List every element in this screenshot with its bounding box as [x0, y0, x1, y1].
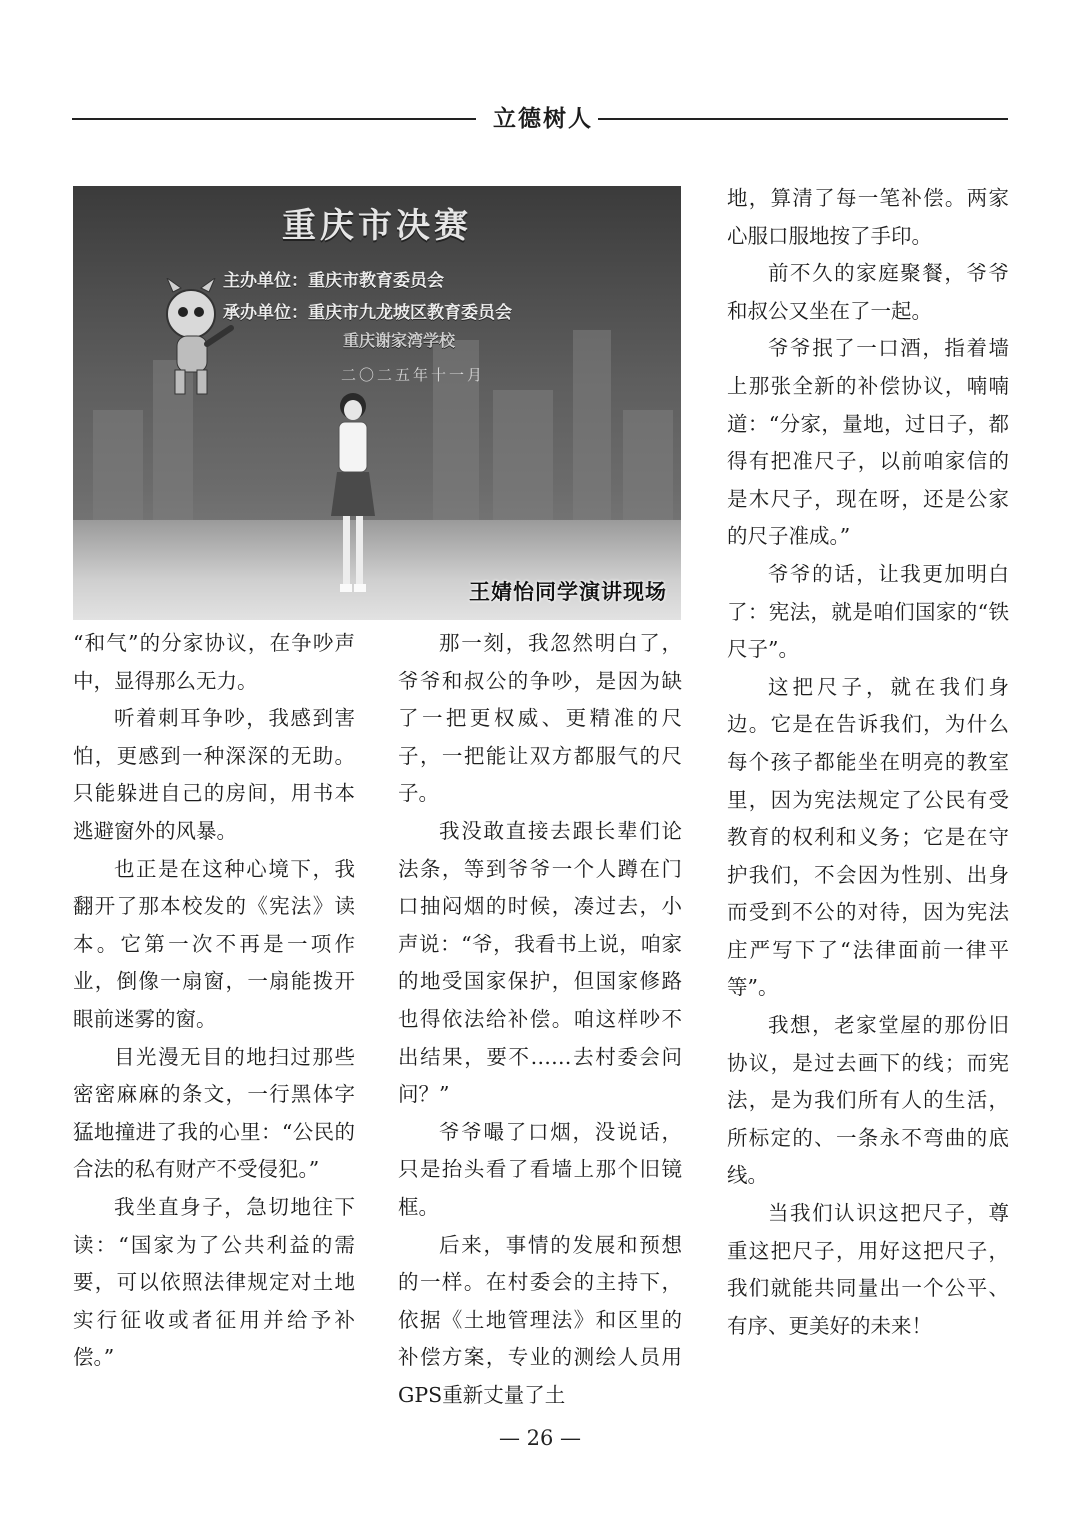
page-number: — 26 —: [498, 1426, 582, 1450]
paragraph: 目光漫无目的地扫过那些密密麻麻的条文，一行黑体字猛地撞进了我的心里：“公民的合法的私有财产不受侵犯。”: [73, 1044, 355, 1182]
mascot-figure: [151, 278, 241, 398]
organizer-line: 主办单位：重庆市教育委员会: [223, 271, 444, 291]
paragraph: 爷爷嘬了口烟，没说话，只是抬头看了看墙上那个旧镜框。: [398, 1119, 682, 1219]
paragraph: 前不久的家庭聚餐，爷爷和叔公又坐在了一起。: [727, 261, 1009, 323]
paragraph: 听着刺耳争吵，我感到害怕，更感到一种深深的无助。只能躲进自己的房间，用书本逃避窗外的风暴。: [73, 706, 355, 843]
text-column-3: [727, 180, 1009, 1345]
paragraph: 后来，事情的发展和预想的一样。在村委会的主持下，依据《土地管理法》和区里的补偿方案，专业的测绘人员用GPS重新丈量了土: [398, 1232, 682, 1407]
paragraph: 这把尺子，就在我们身边。它是在告诉我们，为什么每个孩子都能坐在明亮的教室里，因为宪法规定了公民有受教育的权利和义务；它是在守护我们，不会因为性别、出身而受到不公的对待，因为宪法庄严写下了“法律面前一律平等”。: [727, 674, 1009, 1000]
paragraph: 当我们认识这把尺子，尊重这把尺子，用好这把尺子，我们就能共同量出一个公平、有序、更美好的未来！: [727, 1201, 1009, 1338]
paragraph: “和气”的分家协议，在争吵声中，显得那么无力。: [73, 631, 355, 693]
text-column-2: [398, 625, 682, 1414]
host-school-line: 重庆谢家湾学校: [343, 331, 456, 350]
host-line: 承办单位：重庆市九龙坡区教育委员会: [223, 303, 512, 323]
paragraph: 爷爷抿了一口酒，指着墙上那张全新的补偿协议，喃喃道：“分家，量地，过日子，都得有把准尺子，以前咱家信的是木尺子，现在呀，还是公家的尺子准成。”: [727, 336, 1009, 549]
paragraph: 爷爷的话，让我更加明白了：宪法，就是咱们国家的“铁尺子”。: [727, 561, 1009, 662]
student-speaker: [323, 386, 383, 601]
photo-caption: 王婧怡同学演讲现场: [469, 580, 667, 604]
header-rule-left: [72, 118, 476, 120]
paragraph: 那一刻，我忽然明白了，爷爷和叔公的争吵，是因为缺了一把更权威、更精准的尺子，一把能让双方都服气的尺子。: [398, 631, 682, 806]
paragraph: 我想，老家堂屋的那份旧协议，是过去画下的线；而宪法，是为我们所有人的生活，所标定的、一条永不弯曲的底线。: [727, 1013, 1009, 1188]
stage-banner-title: 重庆市决赛: [282, 206, 472, 246]
paragraph: 我没敢直接去跟长辈们论法条，等到爷爷一个人蹲在门口抽闷烟的时候，凑过去，小声说：“爷，我看书上说，咱家的地受国家保护，但国家修路也得依法给补偿。咱这样吵不出结果，要不……去村委会问问？”: [398, 818, 682, 1107]
paragraph: 地，算清了每一笔补偿。两家心服口服地按了手印。: [727, 186, 1009, 248]
event-date: 二〇二五年十一月: [341, 366, 486, 384]
section-header: [72, 100, 1008, 140]
paragraph: 也正是在这种心境下，我翻开了那本校发的《宪法》读本。它第一次不再是一项作业，倒像一扇窗，一扇能拨开眼前迷雾的窗。: [73, 856, 355, 1031]
text-column-1: [73, 625, 355, 1377]
section-title: 立德树人: [493, 106, 593, 132]
header-rule-right: [598, 118, 1008, 120]
paragraph: 我坐直身子，急切地往下读：“国家为了公共利益的需要，可以依照法律规定对土地实行征收或者征用并给予补偿。”: [73, 1194, 355, 1370]
speech-photo: [73, 186, 681, 620]
